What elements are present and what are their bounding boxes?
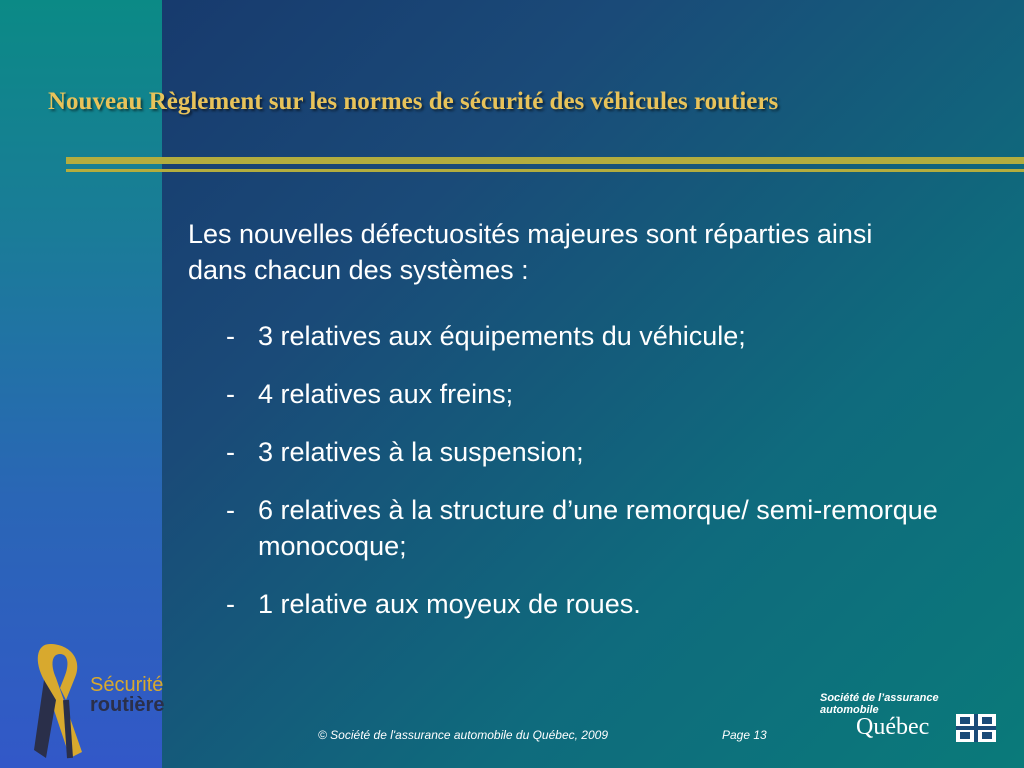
list-item	[226, 586, 946, 622]
saaq-line2: automobile	[820, 704, 879, 716]
footer-page-number: Page 13	[722, 728, 767, 742]
bullet-list	[226, 318, 946, 644]
bullet-dash: -	[226, 495, 235, 525]
list-item	[226, 318, 946, 354]
bullet-dash: -	[226, 379, 235, 409]
list-item	[226, 492, 946, 564]
footer-copyright: © Société de l'assurance automobile du Québec, 2009	[318, 728, 608, 742]
saaq-logo	[820, 692, 1010, 752]
quebec-flag-icon	[956, 714, 996, 742]
bullet-dash: -	[226, 589, 235, 619]
slide-title: Nouveau Règlement sur les normes de sécurité des véhicules routiers	[48, 88, 779, 115]
bullet-dash: -	[226, 437, 235, 467]
title-rule-thick	[66, 157, 1024, 164]
list-item	[226, 376, 946, 412]
bullet-text: 1 relative aux moyeux de roues.	[258, 589, 641, 619]
bullet-text: 3 relatives à la suspension;	[258, 437, 584, 467]
list-item	[226, 434, 946, 470]
intro-text: Les nouvelles défectuosités majeures sont réparties ainsi dans chacun des systèmes :	[188, 219, 873, 285]
bullet-dash: -	[226, 321, 235, 351]
saaq-line1: Société de l’assurance	[820, 692, 939, 704]
logo-line1: Sécurité	[90, 674, 164, 696]
logo-line2: routière	[90, 694, 165, 716]
title-rule-thin	[66, 169, 1024, 172]
bullet-text: 6 relatives à la structure d’une remorque/ semi-remorque monocoque;	[258, 495, 938, 561]
bullet-text: 4 relatives aux freins;	[258, 379, 514, 409]
bullet-text: 3 relatives aux équipements du véhicule;	[258, 321, 746, 351]
quebec-wordmark: Québec	[856, 714, 930, 740]
securite-routiere-logo	[30, 640, 220, 768]
ribbon-icon	[30, 640, 90, 768]
